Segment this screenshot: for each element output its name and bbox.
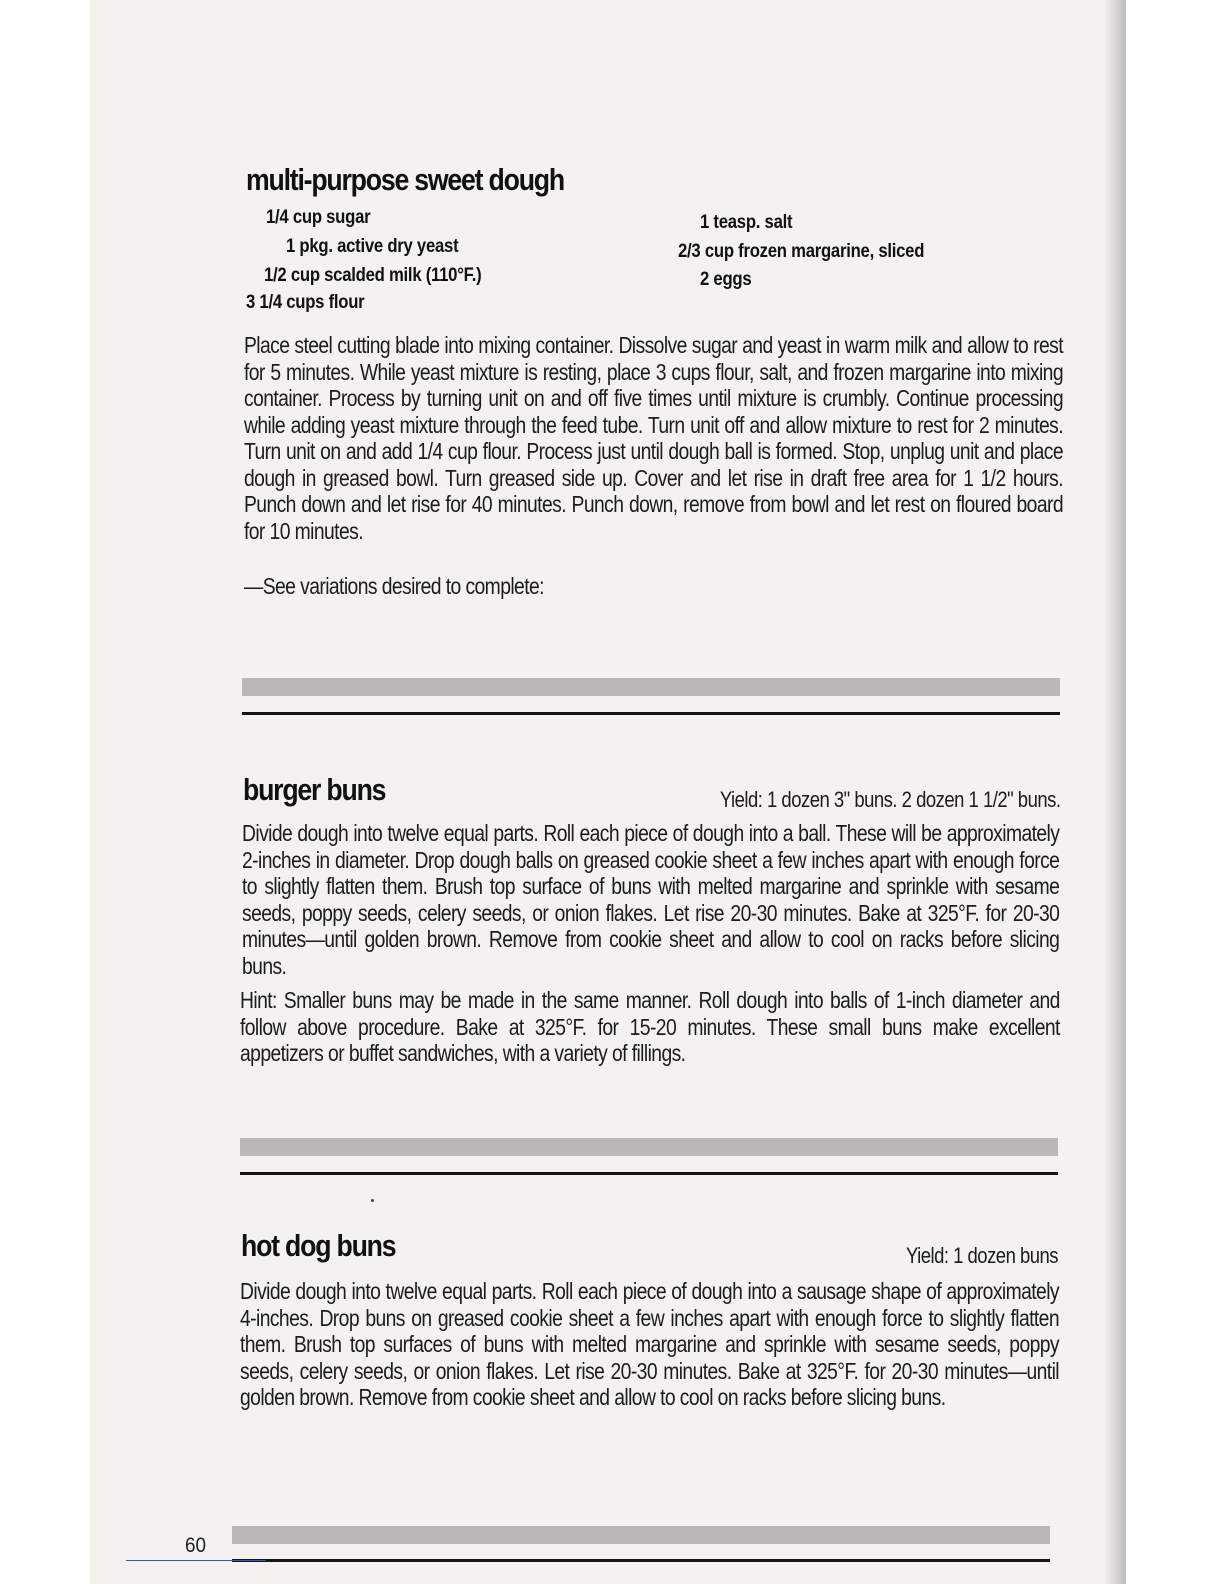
ingredient-sugar: 1/4 cup sugar — [266, 207, 371, 228]
recipe-title-burger-buns: burger buns — [243, 772, 386, 807]
recipe-instructions-sweet-dough: Place steel cutting blade into mixing container. Dissolve sugar and yeast in warm milk and allow to rest for 5 minutes. While yeast mixture is resting, place 3 cups flour, salt, and frozen margarine into mixing container. Process by turning unit on and off five times until mixture is crumbly. Continue processing while adding yeast mixture through the feed tube. Turn unit off and allow mixture to rest for 2 minutes. Turn unit on and add 1/4 cup flour. Process just until dough ball is formed. Stop, unplug unit and place dough in greased bowl. Turn greased side up. Cover and let rise in draft free area for 1 1/2 hours. Punch down and let rise for 40 minutes. Punch down, remove from bowl and let rest on floured board for 10 minutes. — [244, 332, 1063, 544]
variations-note: —See variations desired to complete: — [244, 573, 544, 599]
yield-burger-buns: Yield: 1 dozen 3" buns. 2 dozen 1 1/2" buns. — [719, 787, 1060, 812]
section-divider-shade — [240, 1138, 1058, 1156]
recipe-hint-burger-buns: Hint: Smaller buns may be made in the same manner. Roll dough into balls of 1-inch diameter and follow above procedure. Bake at 325°F. for 15-20 minutes. These small buns make excellent appetizers or buffet sandwiches, with a variety of fillings. — [240, 987, 1060, 1066]
stray-ink-dot — [371, 1199, 374, 1202]
section-divider-rule — [242, 712, 1060, 715]
ingredient-eggs: 2 eggs — [700, 269, 752, 290]
section-divider-shade — [242, 678, 1060, 696]
page-edge-shadow — [1104, 0, 1126, 1584]
ingredient-salt: 1 teasp. salt — [700, 212, 793, 233]
recipe-title-hot-dog-buns: hot dog buns — [241, 1228, 396, 1263]
recipe-instructions-hot-dog-buns: Divide dough into twelve equal parts. Roll each piece of dough into a sausage shape of approximately 4-inches. Drop buns on greased cookie sheet a few inches apart with enough force to slightly flatten them. Brush top surfaces of buns with melted margarine and sprinkle with sesame seeds, poppy seeds, celery seeds, or onion flakes. Let rise 20-30 minutes. Bake at 325°F. for 20-30 minutes—until golden brown. Remove from cookie sheet and allow to cool on racks before slicing buns. — [240, 1278, 1059, 1410]
ingredient-yeast: 1 pkg. active dry yeast — [286, 236, 459, 257]
ingredient-milk: 1/2 cup scalded milk (110°F.) — [264, 265, 482, 286]
section-divider-shade — [232, 1526, 1050, 1544]
page-number: 60 — [185, 1534, 207, 1557]
recipe-title-sweet-dough: multi-purpose sweet dough — [246, 162, 564, 197]
recipe-instructions-burger-buns: Divide dough into twelve equal parts. Roll each piece of dough into a ball. These will be approximately 2-inches in diameter. Drop dough balls on greased cookie sheet a few inches apart with enough force to slightly flatten them. Brush top surface of buns with melted margarine and sprinkle with sesame seeds, poppy seeds, celery seeds, or onion flakes. Let rise 20-30 minutes. Bake at 325°F. for 20-30 minutes—until golden brown. Remove from cookie sheet and allow to cool on racks before slicing buns. — [242, 820, 1060, 979]
section-divider-rule — [232, 1559, 1050, 1562]
ingredient-flour: 3 1/4 cups flour — [246, 292, 365, 313]
section-divider-rule — [240, 1172, 1058, 1175]
ingredient-margarine: 2/3 cup frozen margarine, sliced — [678, 241, 925, 262]
page-number-underline — [126, 1560, 266, 1561]
yield-hot-dog-buns: Yield: 1 dozen buns — [905, 1243, 1058, 1268]
